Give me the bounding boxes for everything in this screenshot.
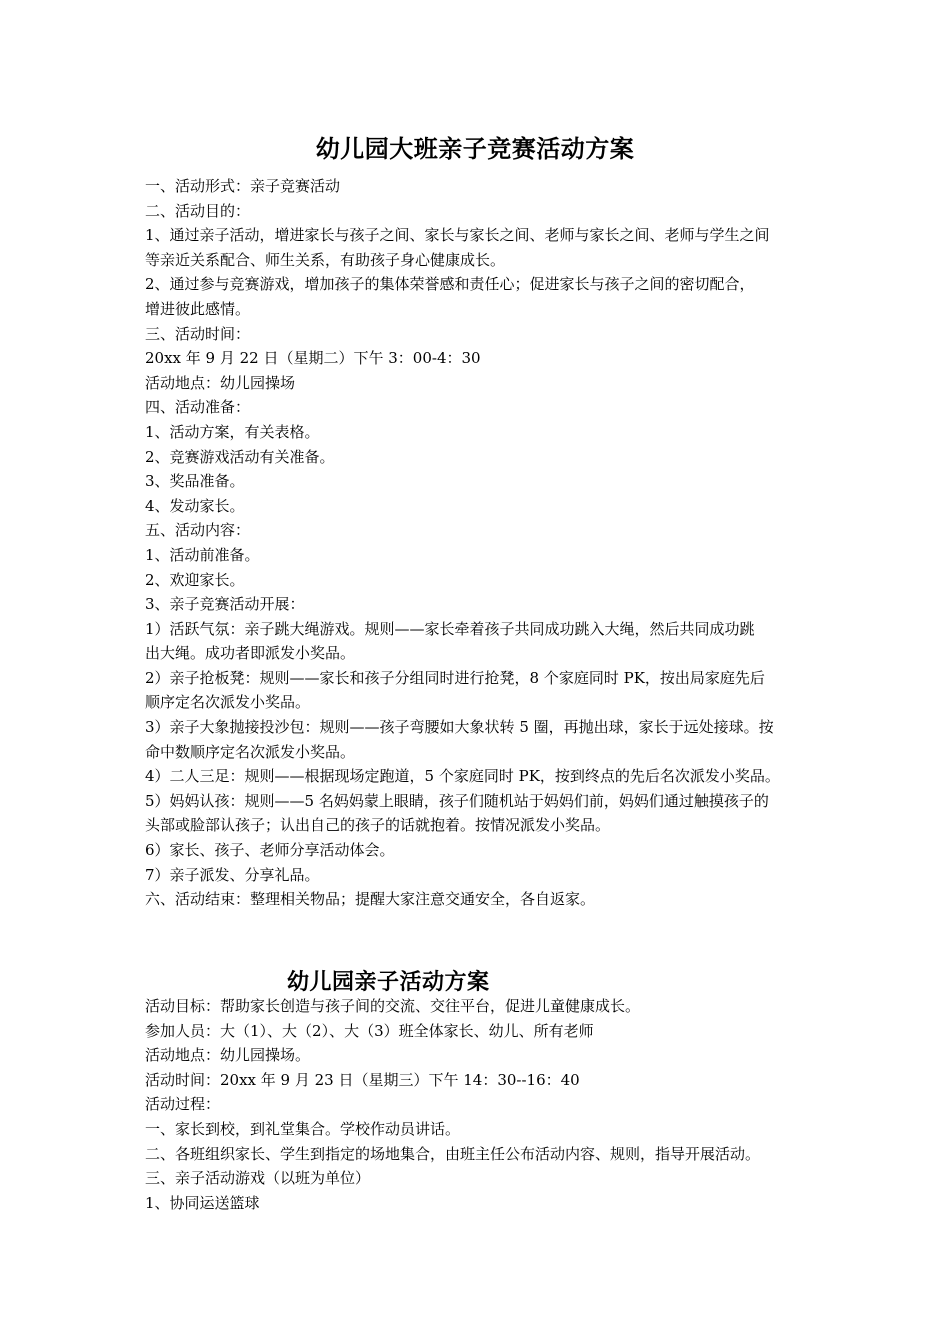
text-line: 二、活动目的： (145, 201, 251, 220)
text-line: 2、欢迎家长。 (145, 570, 245, 589)
text-line: 一、活动形式：亲子竞赛活动 (145, 177, 341, 195)
text-line: 一、家长到校，到礼堂集合。学校作动员讲话。 (145, 1119, 461, 1138)
text-line: 命中数顺序定名次派发小奖品。 (145, 742, 356, 761)
text-line: 三、活动时间： (145, 324, 251, 343)
text-line: 2）亲子抢板凳：规则——家长和孩子分组同时进行抢凳，8 个家庭同时 PK，按出局家庭先后 (145, 668, 765, 687)
text-line: 7）亲子派发、分享礼品。 (145, 865, 320, 884)
text-line: 三、亲子活动游戏（以班为单位） (145, 1169, 371, 1188)
document-title: 幼儿园大班亲子竞赛活动方案 (315, 134, 635, 163)
text-line: 等亲近关系配合、师生关系，有助孩子身心健康成长。 (145, 250, 506, 269)
text-line: 二、各班组织家长、学生到指定的场地集合，由班主任公布活动内容、规则，指导开展活动。 (145, 1144, 761, 1163)
text-line: 1、活动方案，有关表格。 (145, 422, 320, 441)
text-line: 活动地点：幼儿园操场。 (145, 1046, 311, 1065)
text-line: 4）二人三足：规则——根据现场定跑道，5 个家庭同时 PK，按到终点的先后名次派发小奖品。 (145, 767, 780, 786)
text-line: 5）妈妈认孩：规则——5 名妈妈蒙上眼睛，孩子们随机站于妈妈们前，妈妈们通过触摸孩子的 (145, 791, 769, 810)
text-line: 活动过程： (145, 1095, 221, 1114)
text-line: 4、发动家长。 (145, 496, 245, 515)
text-line: 3、亲子竞赛活动开展： (145, 595, 305, 614)
text-line: 2、竞赛游戏活动有关准备。 (145, 447, 335, 466)
text-line: 1）活跃气氛：亲子跳大绳游戏。规则——家长牵着孩子共同成功跳入大绳，然后共同成功跳 (145, 619, 755, 638)
text-line: 2、通过参与竞赛游戏，增加孩子的集体荣誉感和责任心；促进家长与孩子之间的密切配合， (145, 275, 755, 294)
text-line: 顺序定名次派发小奖品。 (145, 693, 311, 712)
section-title: 幼儿园亲子活动方案 (287, 969, 490, 995)
text-line: 四、活动准备： (145, 398, 251, 417)
section-body (145, 994, 825, 1215)
text-line: 参加人员：大（1）、大（2）、大（3）班全体家长、幼儿、所有老师 (145, 1021, 594, 1040)
text-line: 出大绳。成功者即派发小奖品。 (145, 644, 356, 663)
document-body (145, 174, 825, 912)
text-line: 头部或脸部认孩子；认出自己的孩子的话就抱着。按情况派发小奖品。 (145, 816, 611, 835)
text-line: 五、活动内容： (145, 521, 251, 540)
text-line: 六、活动结束：整理相关物品；提醒大家注意交通安全，各自返家。 (145, 890, 596, 909)
text-line: 3）亲子大象抛接投沙包：规则——孩子弯腰如大象状转 5 圈，再抛出球，家长于远处接球。按 (145, 718, 774, 737)
text-line: 1、活动前准备。 (145, 545, 260, 564)
text-line: 6）家长、孩子、老师分享活动体会。 (145, 841, 395, 860)
text-line: 增进彼此感情。 (145, 299, 251, 318)
text-line: 20xx 年 9 月 22 日（星期二）下午 3：00-4：30 (145, 349, 481, 368)
text-line: 1、通过亲子活动，增进家长与孩子之间、家长与家长之间、老师与家长之间、老师与学生之间 (145, 226, 770, 245)
text-line: 活动时间：20xx 年 9 月 23 日（星期三）下午 14：30--16：40 (145, 1070, 580, 1089)
text-line: 活动目标：帮助家长创造与孩子间的交流、交往平台，促进儿童健康成长。 (145, 997, 641, 1015)
text-line: 1、协同运送篮球 (145, 1193, 260, 1212)
text-line: 活动地点：幼儿园操场 (145, 373, 296, 392)
text-line: 3、奖品准备。 (145, 472, 245, 491)
